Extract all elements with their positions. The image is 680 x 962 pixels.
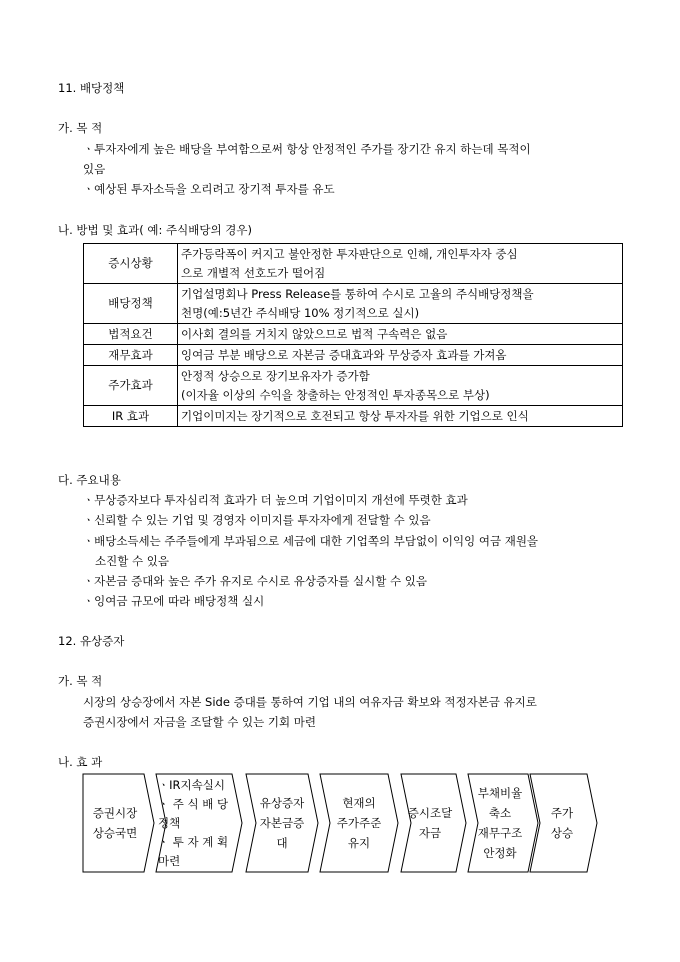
flow-step-5: 증시조달 자금 (407, 806, 453, 840)
row-label: 법적요건 (84, 324, 178, 345)
purpose-heading-12: 가. 목 적 (58, 674, 103, 688)
row-value-line: 으로 개별적 선호도가 떨어짐 (181, 265, 326, 280)
flow-step-6: 부채비율 축소 재무구조 안정화 (477, 786, 523, 860)
row-value-line: 천명(예:5년간 주식배당 10% 정기적으로 실시) (181, 305, 420, 320)
flow-step-2: ㆍIR지속실시 ㆍ 주 식 배 당 정책 ㆍ 투 자 계 획 마련 (158, 777, 229, 868)
row-label: 증시상황 (84, 244, 178, 284)
table-row (84, 244, 623, 284)
row-value-line: 기업설명회나 Press Release를 통하여 수시로 고율의 주식배당정책을 (181, 286, 534, 301)
purpose-bullet-1: ㆍ투자자에게 높은 배당을 부여함으로써 항상 안정적인 주가를 장기간 유지 하는데 목적이 (83, 142, 531, 156)
process-flow-diagram (82, 773, 602, 873)
row-value (178, 366, 623, 406)
row-value (178, 284, 623, 324)
content-bullet-5: ㆍ잉여금 규모에 따라 배당정책 실시 (83, 594, 265, 608)
flow-step-3: 유상증자 자본금증 대 (259, 796, 305, 850)
flow-step-7: 주가 상승 (550, 806, 574, 840)
row-label: 주가효과 (84, 366, 178, 406)
content-bullet-1: ㆍ무상증자보다 투자심리적 효과가 더 높으며 기업이미지 개선에 뚜렷한 효과 (83, 493, 468, 507)
effects-table (83, 243, 623, 427)
row-label: 배당정책 (84, 284, 178, 324)
row-label: IR 효과 (84, 406, 178, 427)
purpose-bullet-2: ㆍ예상된 투자소득을 오리려고 장기적 투자를 유도 (83, 182, 335, 196)
content-bullet-3: ㆍ배당소득세는 주주들에게 부과됨으로 세금에 대한 기업쪽의 부담없이 이익잉 여금 재원을 (83, 534, 539, 548)
row-value-line: 주가등락폭이 커지고 불안정한 투자판단으로 인해, 개인투자자 중심 (181, 246, 518, 261)
section-11-title: 11. 배당정책 (58, 81, 125, 95)
table-row (84, 366, 623, 406)
content-heading: 다. 주요내용 (58, 473, 121, 487)
row-value: 잉여금 부분 배당으로 자본금 증대효과와 무상증자 효과를 가져옴 (178, 345, 623, 366)
purpose-text-line-2: 증권시장에서 자금을 조달할 수 있는 기회 마련 (83, 715, 317, 729)
method-heading: 나. 방법 및 효과( 예: 주식배당의 경우) (58, 223, 252, 237)
row-label: 재무효과 (84, 345, 178, 366)
row-value: 기업이미지는 장기적으로 호전되고 항상 투자자를 위한 기업으로 인식 (178, 406, 623, 427)
section-12-title: 12. 유상증자 (58, 634, 125, 648)
row-value-line: 안정적 상승으로 장기보유자가 증가함 (181, 368, 370, 383)
purpose-heading: 가. 목 적 (58, 121, 103, 135)
purpose-text-line-1: 시장의 상승장에서 자본 Side 증대를 통하여 기업 내의 여유자금 확보와 적정자본금 유지로 (83, 695, 537, 709)
content-bullet-4: ㆍ자본금 증대와 높은 주가 유지로 수시로 유상증자를 실시할 수 있음 (83, 574, 427, 588)
content-bullet-3-cont: 소진할 수 있음 (95, 554, 169, 568)
flow-step-1: 증권시장 상승국면 (92, 806, 138, 840)
purpose-bullet-1-cont: 있음 (83, 162, 106, 176)
table-row (84, 324, 623, 345)
flow-step-4: 현재의 주가주준 유지 (336, 796, 382, 850)
table-row (84, 284, 623, 324)
row-value (178, 244, 623, 284)
row-value-line: (이자율 이상의 수익을 창출하는 안정적인 투자종목으로 부상) (181, 387, 490, 402)
table-row (84, 345, 623, 366)
content-bullet-2: ㆍ신뢰할 수 있는 기업 및 경영자 이미지를 투자자에게 전달할 수 있음 (83, 513, 431, 527)
table-row (84, 406, 623, 427)
row-value: 이사회 결의를 거치지 않았으므로 법적 구속력은 없음 (178, 324, 623, 345)
effect-heading: 나. 효 과 (58, 755, 103, 769)
